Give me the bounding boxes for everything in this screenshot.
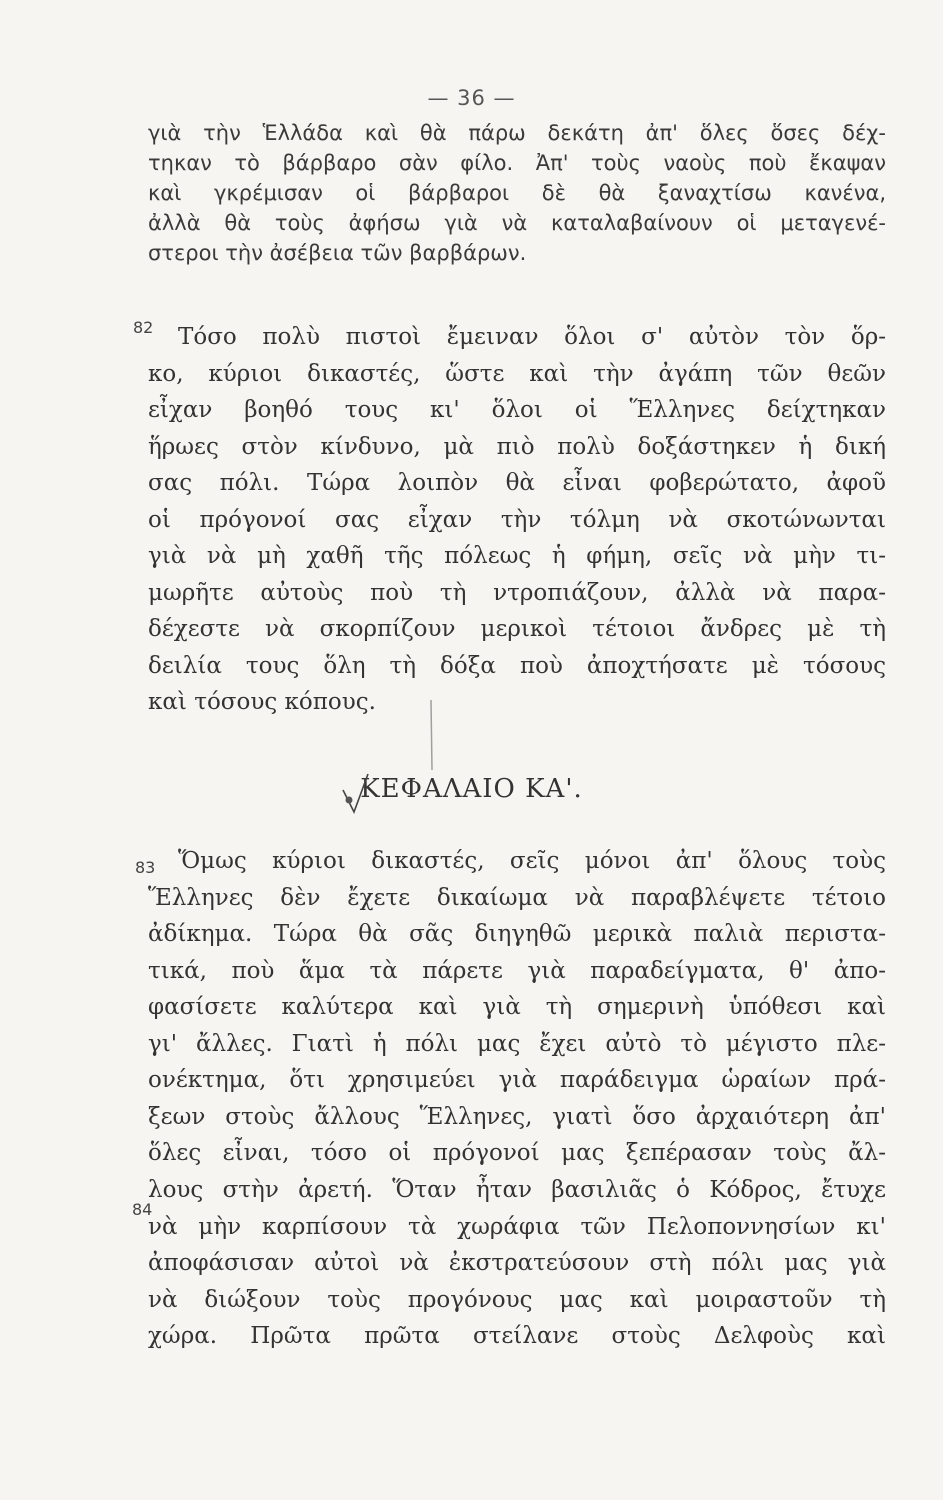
text-line: στεροι τὴν ἀσέβεια τῶν βαρβάρων. <box>148 241 527 265</box>
text-line: Τόσο πολὺ πιστοὶ ἔμειναν ὅλοι σ' αὐτὸν τὸν ὅρ- <box>178 324 886 350</box>
text-line: χώρα. Πρῶτα πρῶτα στείλανε στοὺς Δελφοὺς καὶ <box>148 1323 886 1349</box>
text-line: εἶχαν βοηθό τους κι' ὅλοι οἱ Ἕλληνες δείχτηκαν <box>148 397 886 423</box>
section-82-paragraph <box>148 319 886 721</box>
text-line: ονέκτημα, ὅτι χρησιμεύει γιὰ παράδειγμα ὡραίων πρά- <box>148 1067 886 1093</box>
chapter-heading: ΚΕΦΑΛΑΙΟ ΚΑ'. <box>360 774 583 804</box>
text-line: ἀδίκημα. Τώρα θὰ σᾶς διηγηθῶ μερικὰ παλιὰ περιστα- <box>148 921 886 947</box>
text-line: μωρῆτε αὐτοὺς ποὺ τὴ ντροπιάζουν, ἀλλὰ νὰ παρα- <box>148 579 886 606</box>
text-line: καὶ τόσους κόπους. <box>148 689 376 715</box>
section-marker-82: 82 <box>133 318 154 337</box>
text-line: φασίσετε καλύτερα καὶ γιὰ τὴ σημερινὴ ὑπόθεσι καὶ <box>148 994 886 1020</box>
section-marker-83: 83 <box>135 858 156 877</box>
text-line: τηκαν τὸ βάρβαρο σὰν φίλο. Ἀπ' τοὺς ναοὺς ποὺ ἔκαψαν <box>148 151 886 175</box>
text-line: δειλία τους ὅλη τὴ δόξα ποὺ ἀποχτήσατε μὲ τόσους <box>148 652 886 679</box>
section-83-paragraph <box>148 843 886 1172</box>
text-line: νὰ μὴν καρπίσουν τὰ χωράφια τῶν Πελοποννησίων κι' <box>148 1213 886 1240</box>
text-line: ἥρωες στὸν κίνδυνο, μὰ πιὸ πολὺ δοξάστηκεν ἡ δική <box>148 433 886 460</box>
text-line: σας πόλι. Τώρα λοιπὸν θὰ εἶναι φοβερώτατο, ἀφοῦ <box>148 470 886 496</box>
text-line: δέχεστε νὰ σκορπίζουν μερικοὶ τέτοιοι ἄνδρες μὲ τὴ <box>148 616 886 642</box>
section-marker-84: 84 <box>132 1200 153 1219</box>
text-line: οἱ πρόγονοί σας εἶχαν τὴν τόλμη νὰ σκοτώνωνται <box>148 506 886 533</box>
text-line: γιὰ νὰ μὴ χαθῆ τῆς πόλεως ἡ φήμη, σεῖς νὰ μὴν τι- <box>148 543 886 569</box>
text-line: κο, κύριοι δικαστές, ὥστε καὶ τὴν ἀγάπη τῶν θεῶν <box>148 360 886 387</box>
section-84-paragraph <box>148 1172 886 1355</box>
text-line: γιὰ τὴν Ἑλλάδα καὶ θὰ πάρω δεκάτη ἀπ' ὅλες ὅσες δέχ- <box>148 121 886 145</box>
text-line: λους στὴν ἀρετή. Ὅταν ἦταν βασιλιᾶς ὁ Κόδρος, ἔτυχε <box>148 1177 886 1203</box>
intro-paragraph <box>148 118 886 268</box>
text-line: Ἕλληνες δὲν ἔχετε δικαίωμα νὰ παραβλέψετε τέτοιο <box>148 884 886 911</box>
text-line: ἀλλὰ θὰ τοὺς ἀφήσω γιὰ νὰ καταλαβαίνουν οἱ μεταγενέ- <box>148 211 886 235</box>
text-line: ξεων στοὺς ἄλλους Ἕλληνες, γιατὶ ὅσο ἀρχαιότερη ἀπ' <box>148 1103 886 1130</box>
text-line: ἀποφάσισαν αὐτοὶ νὰ ἐκστρατεύσουν στὴ πόλι μας γιὰ <box>148 1250 886 1276</box>
text-line: γι' ἄλλες. Γιατὶ ἡ πόλι μας ἔχει αὐτὸ τὸ μέγιστο πλε- <box>148 1030 886 1057</box>
text-line: τικά, ποὺ ἅμα τὰ πάρετε γιὰ παραδείγματα, θ' ἀπο- <box>148 957 886 984</box>
text-line: καὶ γκρέμισαν οἱ βάρβαροι δὲ θὰ ξαναχτίσω κανένα, <box>148 181 886 205</box>
text-line: Ὅμως κύριοι δικαστές, σεῖς μόνοι ἀπ' ὅλους τοὺς <box>178 848 886 874</box>
text-line: νὰ διώξουν τοὺς προγόνους μας καὶ μοιραστοῦν τὴ <box>148 1286 886 1313</box>
text-line: ὅλες εἶναι, τόσο οἱ πρόγονοί μας ξεπέρασαν τοὺς ἄλ- <box>148 1140 886 1166</box>
page-number: — 36 — <box>427 86 516 110</box>
